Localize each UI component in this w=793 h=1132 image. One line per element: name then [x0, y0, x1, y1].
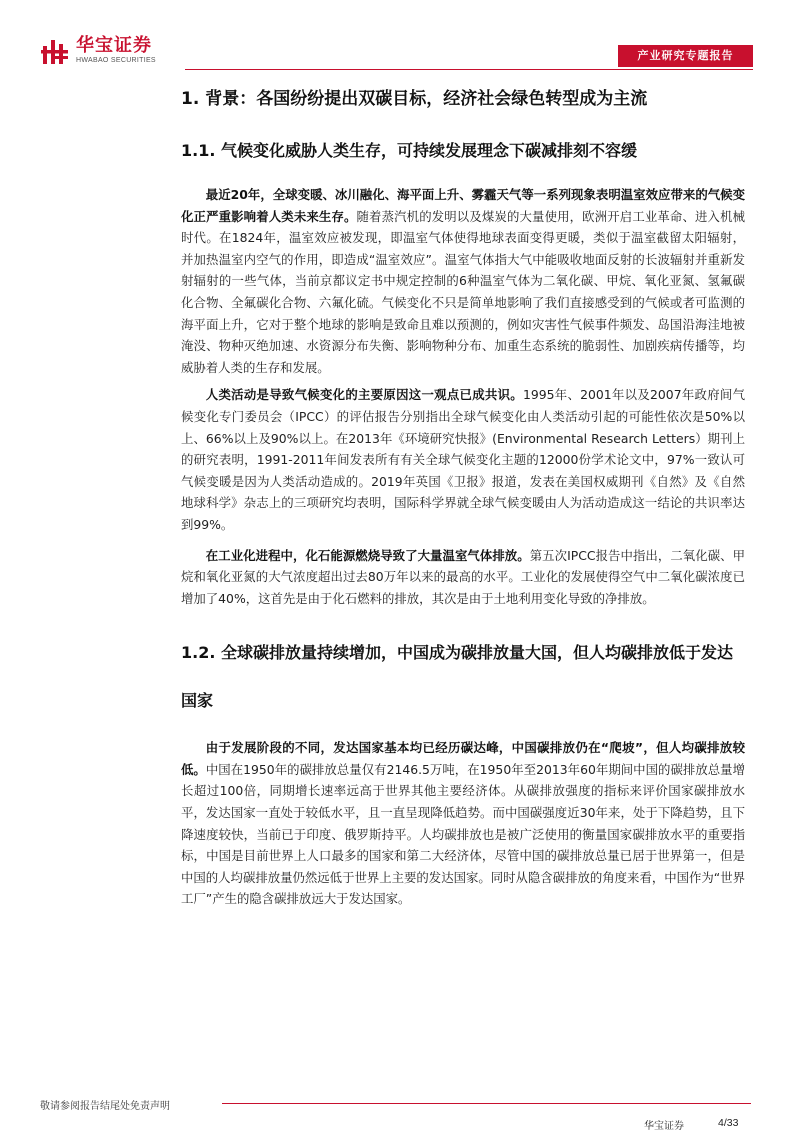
paragraph-lead: 在工业化进程中，化石能源燃烧导致了大量温室气体排放。: [205, 547, 530, 563]
subsection-heading-1-2: 1.2. 全球碳排放量持续增加，中国成为碳排放量大国，但人均碳排放低于发达国家: [181, 643, 733, 711]
page-number: 4/33: [718, 1117, 739, 1129]
company-logo: [40, 36, 156, 68]
paragraph-china-emissions: [181, 737, 745, 910]
paragraph-climate-change: [181, 184, 745, 378]
paragraph-fossil-fuels: [181, 545, 745, 610]
page-header: [0, 0, 793, 78]
header-divider: [185, 69, 753, 70]
document-body: [181, 80, 745, 910]
paragraph-body: 第五次IPCC报告中指出，二氧化碳、甲烷和氧化亚氮的大气浓度超出过去80万年以来的最高的水平。工业化的发展使得空气中二氧化碳浓度已增加了40%，这首先是由于化石燃料的排放，其次是由于土地利用变化导致的净排放。: [181, 547, 745, 606]
paragraph-body: 1995年、2001年以及2007年政府间气候变化专门委员会（IPCC）的评估报告分别指出全球气候变化由人类活动引起的可能性依次是50%以上、66%以上及90%以上。在2013年《环境研究快报》(Environmental Research Letters）期刊上的研究表明，1991-2011年间发表所有有关全球气候变化主题的12000份学术论文中，97%一致认可气候变暖是因为人类活动造成的。2019年英国《卫报》报道，发表在美国权威期刊《自然》及《自然地球科学》杂志上的三项研究均表明，国际科学界就全球气候变暖由人为活动造成这一结论的共识率达到99%。: [181, 387, 746, 532]
paragraph-lead: 最近20年，全球变暖、冰川融化、海平面上升、雾霾天气等一系列现象表明温室效应带来的气候变化正严重影响着人类未来生存。: [181, 187, 745, 224]
subsection-heading-1-1: 1.1. 气候变化威胁人类生存，可持续发展理念下碳减排刻不容缓: [181, 141, 637, 160]
footer-divider: [222, 1103, 751, 1104]
section-heading-1: 1. 背景：各国纷纷提出双碳目标，经济社会绿色转型成为主流: [181, 89, 648, 109]
footer-disclaimer: 敬请参阅报告结尾处免责声明: [40, 1101, 170, 1112]
paragraph-lead: 人类活动是导致气候变化的主要原因这一观点已成共识。: [205, 387, 523, 403]
report-type-badge: 产业研究专题报告: [618, 45, 753, 67]
paragraph-body: 中国在1950年的碳排放总量仅有2146.5万吨，在1950年至2013年60年期间中国的碳排放总量增长超过100倍，同期增长速率远高于世界其他主要经济体。从碳排放强度的指标来评价国家碳排放水平，发达国家一直处于较低水平，且一直呈现降低趋势。而中国碳强度近30年来，处于下降趋势，且下降速度较快，当前已于印度、俄罗斯持平。人均碳排放也是被广泛使用的衡量国家碳排放水平的重要指标，中国是目前世界上人口最多的国家和第二大经济体，尽管中国的碳排放总量已居于世界第一，但是中国的人均碳排放量仍然远低于世界上主要的发达国家。同时从隐含碳排放的角度来看，中国作为“世界工厂”产生的隐含碳排放远大于发达国家。: [181, 761, 745, 907]
paragraph-human-activity: [181, 384, 745, 535]
brand-name-cn: 华宝证券: [76, 35, 152, 56]
footer-company: 华宝证券: [644, 1121, 684, 1132]
hwabao-logo-icon: [40, 36, 70, 66]
paragraph-lead: 由于发展阶段的不同，发达国家基本均已经历碳达峰，中国碳排放仍在“爬坡”，但人均碳排放较低。: [181, 740, 745, 777]
paragraph-body: 随着蒸汽机的发明以及煤炭的大量使用，欧洲开启工业革命、进入机械时代。在1824年，温室效应被发现，即温室气体使得地球表面变得更暖，类似于温室截留太阳辐射，并加热温室内空气的作用，即造成“温室效应”。温室气体指大气中能吸收地面反射的长波辐射并重新发射辐射的一些气体，当前京都议定书中规定控制的6种温室气体为二氧化碳、甲烷、氧化亚氮、氢氟碳化合物、全氟碳化合物、六氟化硫。气候变化不只是简单地影响了我们直接感受到的气候或者可监测的海平面上升，它对于整个地球的影响是致命且难以预测的，例如灾害性气候事件频发、岛国沿海洼地被淹没、物种灭绝加速、水资源分布失衡、影响物种分布、加重生态系统的脆弱性、加剧疾病传播等，均威胁着人类的生存和发展。: [181, 208, 746, 375]
brand-name-en: HWABAO SECURITIES: [76, 57, 156, 64]
